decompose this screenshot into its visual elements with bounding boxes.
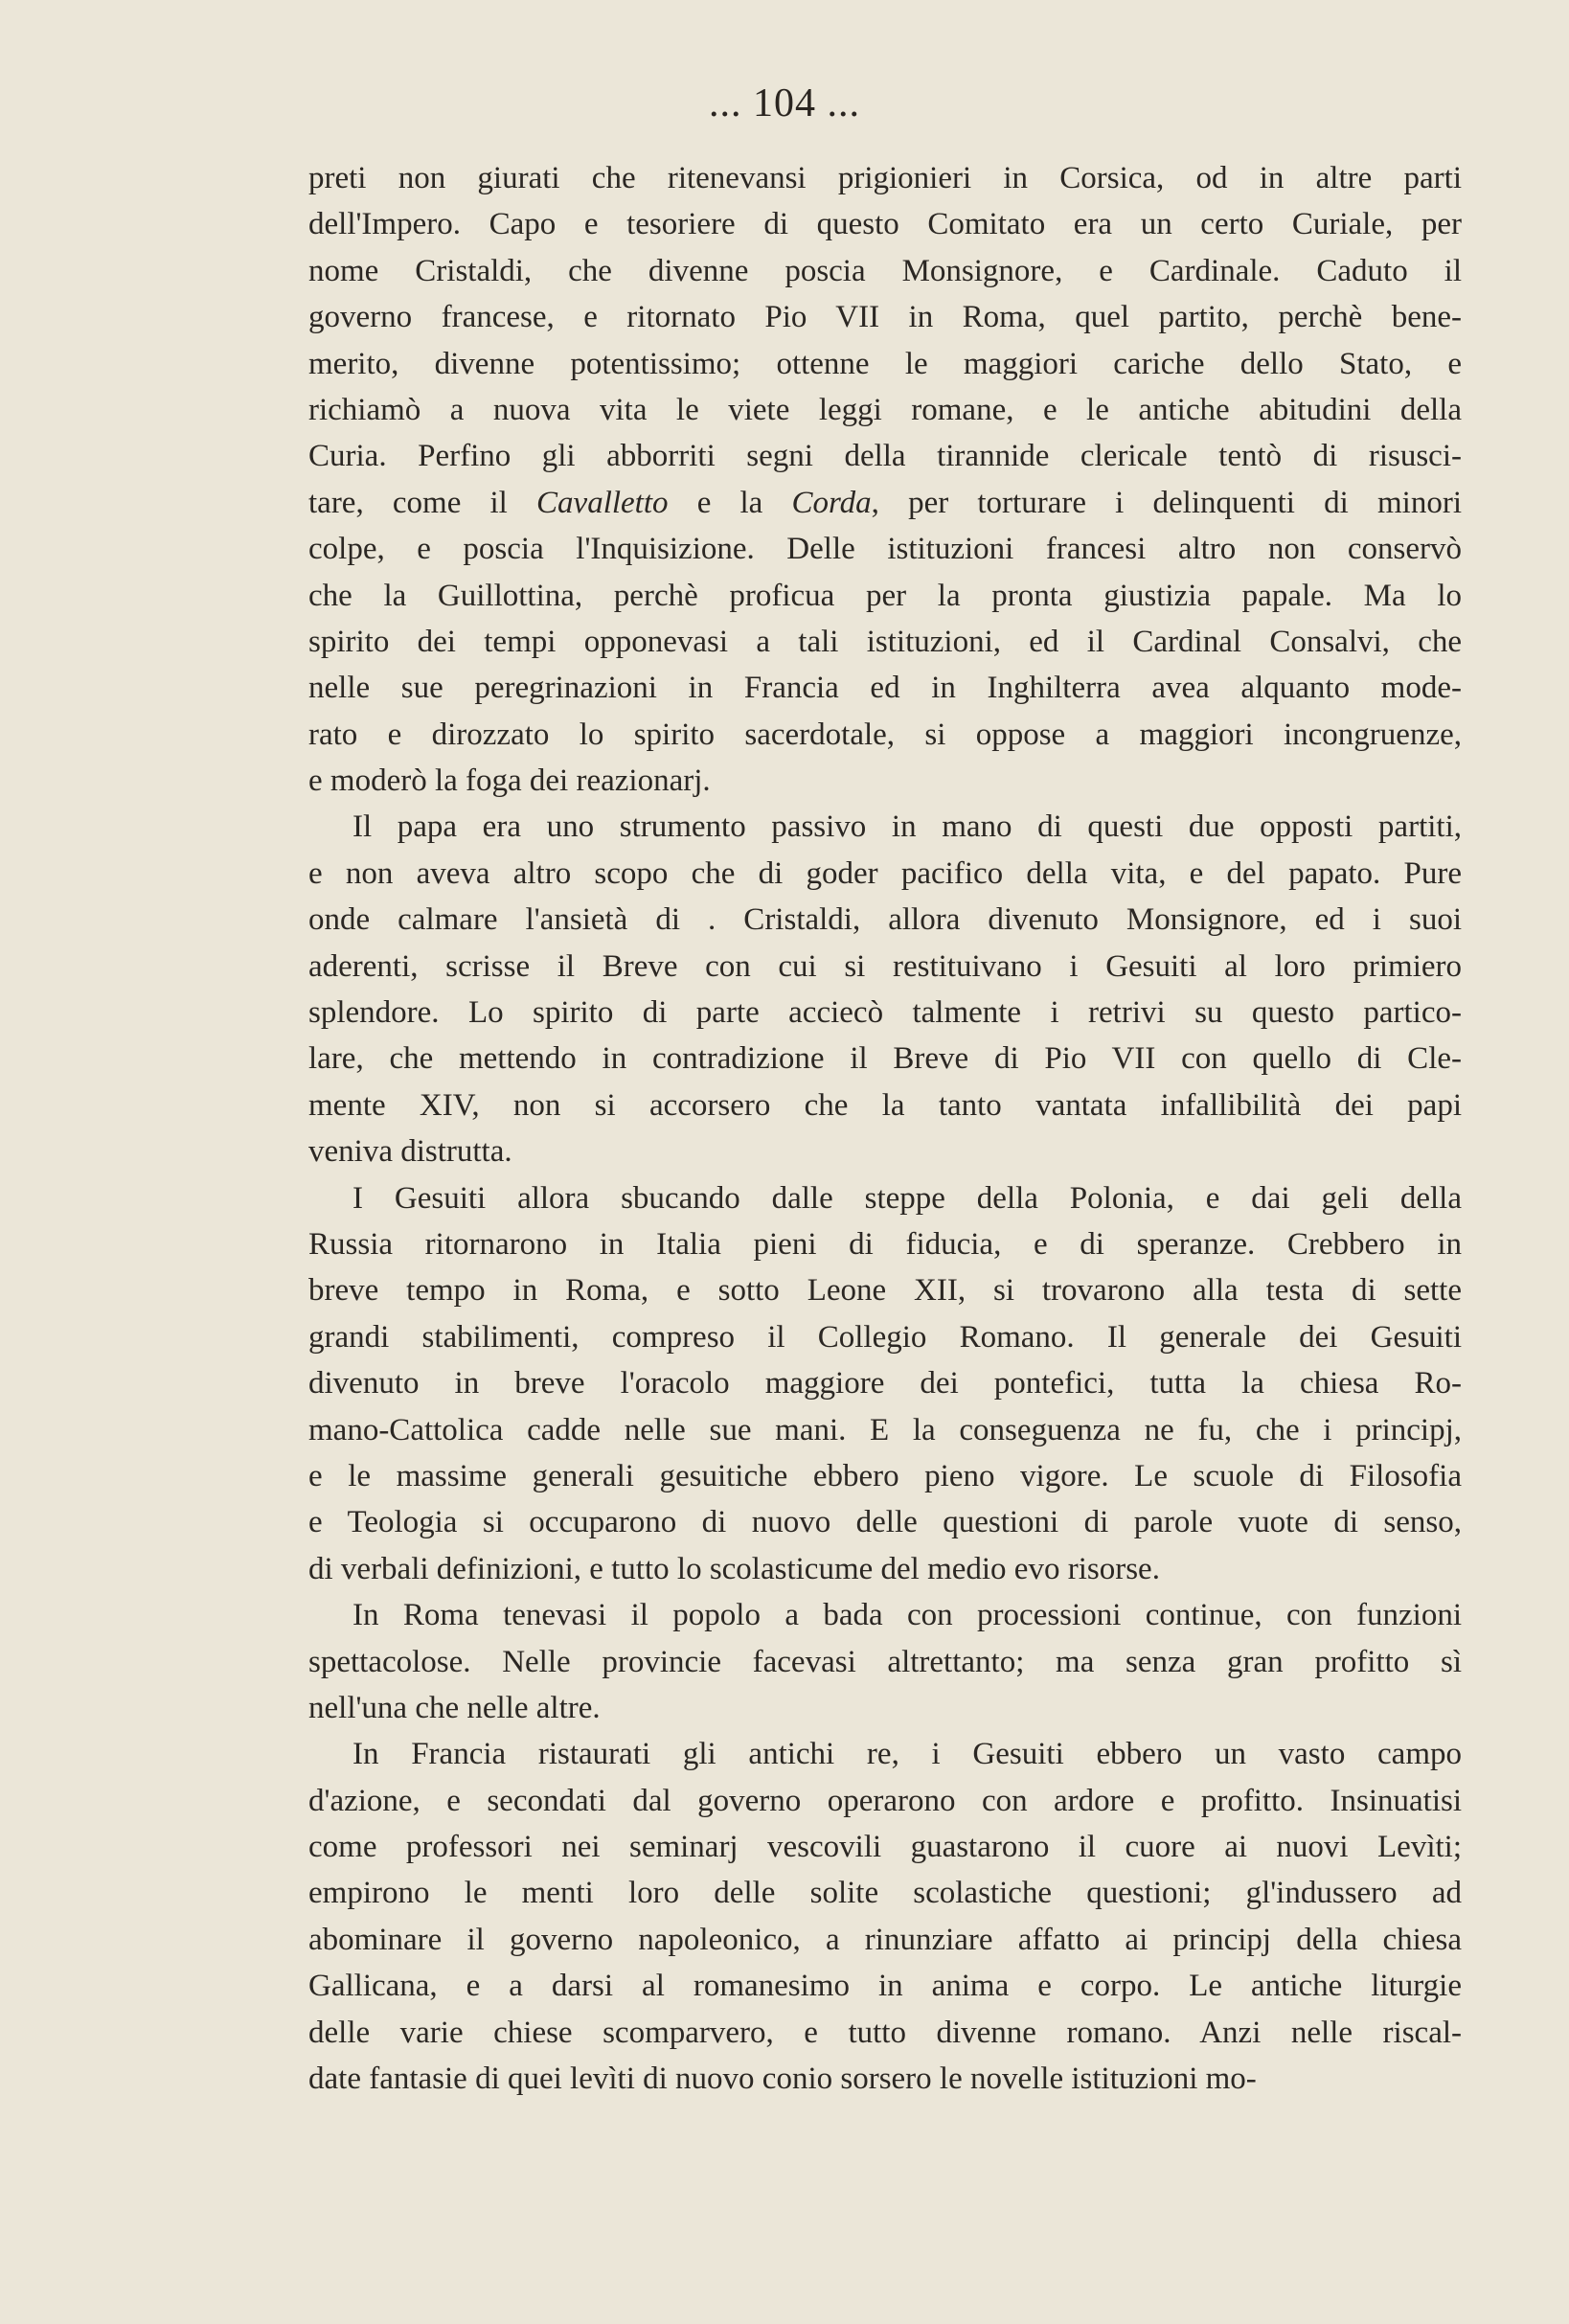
text-line: spirito dei tempi opponevasi a tali istituzioni, ed il Cardinal Consalvi, che [308,624,1462,659]
text-line: nome Cristaldi, che divenne poscia Monsignore, e Cardinale. Caduto il [308,253,1462,288]
text-line: preti non giurati che ritenevansi prigionieri in Corsica, od in altre parti [308,161,1462,195]
text-line: che la Guillottina, perchè proficua per la pronta giustizia papale. Ma lo [308,578,1462,613]
text-line: date fantasie di quei levìti di nuovo conio sorsero le novelle istituzioni mo- [308,2062,1257,2097]
text-line: abominare il governo napoleonico, a rinunziare affatto ai principj della chiesa [308,1922,1462,1957]
text-line: come professori nei seminarj vescovili guastarono il cuore ai nuovi Levìti; [308,1830,1462,1865]
text-line: e le massime generali gesuitiche ebbero pieno vigore. Le scuole di Filosofia [308,1458,1462,1493]
text-line: Russia ritornarono in Italia pieni di fiducia, e di speranze. Crebbero in [308,1226,1462,1262]
paragraph [308,804,1462,1174]
text-line: colpe, e poscia l'Inquisizione. Delle istituzioni francesi altro non conservò [308,532,1462,567]
body-text [308,155,1462,2102]
text-line: delle varie chiese scomparvero, e tutto divenne romano. Anzi nelle riscal- [308,2015,1462,2050]
text-line: tare, come il Cavalletto e la Corda, per torturare i delinquenti di minori [308,485,1462,520]
text-line: mano-Cattolica cadde nelle sue mani. E la conseguenza ne fu, che i principj, [308,1412,1462,1447]
text-line: lare, che mettendo in contradizione il Breve di Pio VII con quello di Cle- [308,1041,1462,1077]
text-line: e moderò la foga dei reazionarj. [308,763,711,799]
paragraph [308,155,1462,804]
text-line: di verbali definizioni, e tutto lo scolasticume del medio evo risorse. [308,1551,1160,1586]
text-line: d'azione, e secondati dal governo operarono con ardore e profitto. Insinuatisi [308,1783,1462,1818]
text-line: e Teologia si occuparono di nuovo delle questioni di parole vuote di senso, [308,1505,1462,1540]
text-line: governo francese, e ritornato Pio VII in Roma, quel partito, perchè bene- [308,300,1462,335]
text-line: e non aveva altro scopo che di goder pacifico della vita, e del papato. Pure [308,855,1462,891]
text-line: mente XIV, non si accorsero che la tanto vantata infallibilità dei papi [308,1087,1462,1123]
text-line: dell'Impero. Capo e tesoriere di questo Comitato era un certo Curiale, per [308,207,1462,242]
paragraph [308,1592,1462,1731]
paragraph [308,1731,1462,2102]
text-line: Curia. Perfino gli abborriti segni della tirannide clericale tentò di risusci- [308,439,1462,474]
text-line: divenuto in breve l'oracolo maggiore dei pontefici, tutta la chiesa Ro- [308,1366,1462,1401]
text-line: grandi stabilimenti, compreso il Collegio Romano. Il generale dei Gesuiti [308,1319,1462,1355]
text-line: richiamò a nuova vita le viete leggi romane, e le antiche abitudini della [308,392,1462,427]
text-line: In Francia ristaurati gli antichi re, i Gesuiti ebbero un vasto campo [352,1737,1462,1772]
text-line: empirono le menti loro delle solite scolastiche questioni; gl'indussero ad [308,1876,1462,1911]
italic-term: Corda [791,485,872,520]
text-line: veniva distrutta. [308,1134,512,1170]
page-number: ... 104 ... [709,81,860,125]
text-line: onde calmare l'ansietà di . Cristaldi, allora divenuto Monsignore, ed i suoi [308,902,1462,938]
text-line: In Roma tenevasi il popolo a bada con processioni continue, con funzioni [352,1598,1462,1633]
text-line: Gallicana, e a darsi al romanesimo in anima e corpo. Le antiche liturgie [308,1969,1462,2004]
text-line: I Gesuiti allora sbucando dalle steppe della Polonia, e dai geli della [352,1180,1462,1216]
paragraph [308,1175,1462,1593]
text-line: nell'una che nelle altre. [308,1690,601,1725]
text-line: nelle sue peregrinazioni in Francia ed in Inghilterra avea alquanto mode- [308,671,1462,706]
italic-term: Cavalletto [536,485,669,520]
text-line: Il papa era uno strumento passivo in mano di questi due opposti partiti, [352,809,1462,845]
text-line: splendore. Lo spirito di parte acciecò talmente i retrivi su questo partico- [308,995,1462,1031]
text-line: breve tempo in Roma, e sotto Leone XII, si trovarono alla testa di sette [308,1273,1462,1309]
text-line: merito, divenne potentissimo; ottenne le maggiori cariche dello Stato, e [308,346,1462,381]
text-line: rato e dirozzato lo spirito sacerdotale, si oppose a maggiori incongruenze, [308,717,1462,752]
text-line: aderenti, scrisse il Breve con cui si restituivano i Gesuiti al loro primiero [308,948,1462,984]
text-line: spettacolose. Nelle provincie facevasi altrettanto; ma senza gran profitto sì [308,1644,1462,1679]
